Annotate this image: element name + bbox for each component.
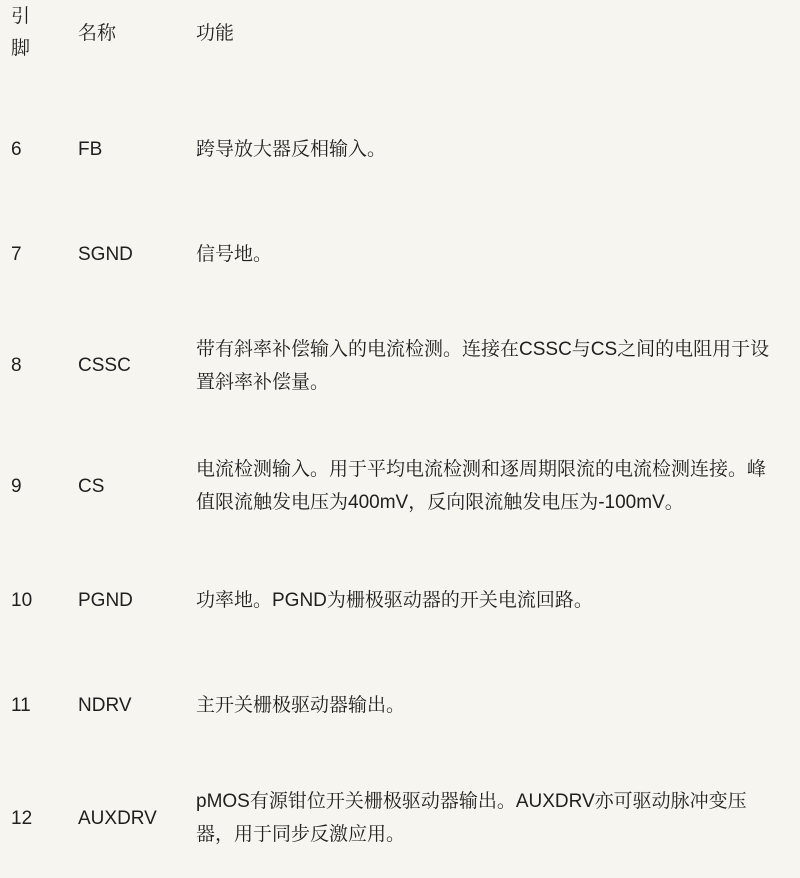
pin-function-cell: 主开关栅极驱动器输出。 <box>196 695 406 716</box>
pin-number-cell: 11 <box>11 695 31 716</box>
pin-number-cell: 12 <box>11 807 33 829</box>
pin-name-cell: AUXDRV <box>78 807 157 829</box>
pin-name-cell: SGND <box>78 243 133 265</box>
pin-number-cell: 10 <box>11 589 33 611</box>
table-body <box>0 96 800 878</box>
pin-number-cell: 9 <box>11 475 22 497</box>
table-row <box>0 306 800 425</box>
pin-function-cell: pMOS有源钳位开关栅极驱动器输出。AUXDRV亦可驱动脉冲变压器，用于同步反激应用。 <box>196 791 747 845</box>
pin-function-cell: 功率地。PGND为栅极驱动器的开关电流回路。 <box>196 589 593 611</box>
pin-function-cell: 电流检测输入。用于平均电流检测和逐周期限流的电流检测连接。峰值限流触发电压为400mV，反向限流触发电压为-100mV。 <box>196 459 767 513</box>
table-row <box>0 653 800 758</box>
header-function-label: 功能 <box>196 22 235 44</box>
header-function <box>196 0 800 96</box>
header-pin <box>0 0 68 96</box>
pin-name-cell: FB <box>78 138 103 160</box>
pin-number-cell: 7 <box>11 243 22 265</box>
header-row <box>0 0 800 96</box>
pin-function-cell: 跨导放大器反相输入。 <box>196 138 387 160</box>
pin-number-cell: 8 <box>11 355 22 376</box>
table-row <box>0 202 800 306</box>
table-row <box>0 547 800 653</box>
pin-number-cell: 6 <box>11 138 22 160</box>
pin-name-cell: CSSC <box>78 355 131 376</box>
pin-name-cell: PGND <box>78 589 133 611</box>
pin-name-cell: NDRV <box>78 695 132 716</box>
header-pin-label: 引脚 <box>11 6 31 59</box>
table-row <box>0 96 800 202</box>
pin-function-cell: 信号地。 <box>196 243 273 265</box>
table-row <box>0 758 800 878</box>
table-row <box>0 425 800 547</box>
header-name <box>68 0 196 96</box>
pin-function-cell: 带有斜率补偿输入的电流检测。连接在CSSC与CS之间的电阻用于设置斜率补偿量。 <box>196 338 770 393</box>
table-header <box>0 0 800 96</box>
header-name-label: 名称 <box>78 22 117 44</box>
pin-name-cell: CS <box>78 475 105 497</box>
